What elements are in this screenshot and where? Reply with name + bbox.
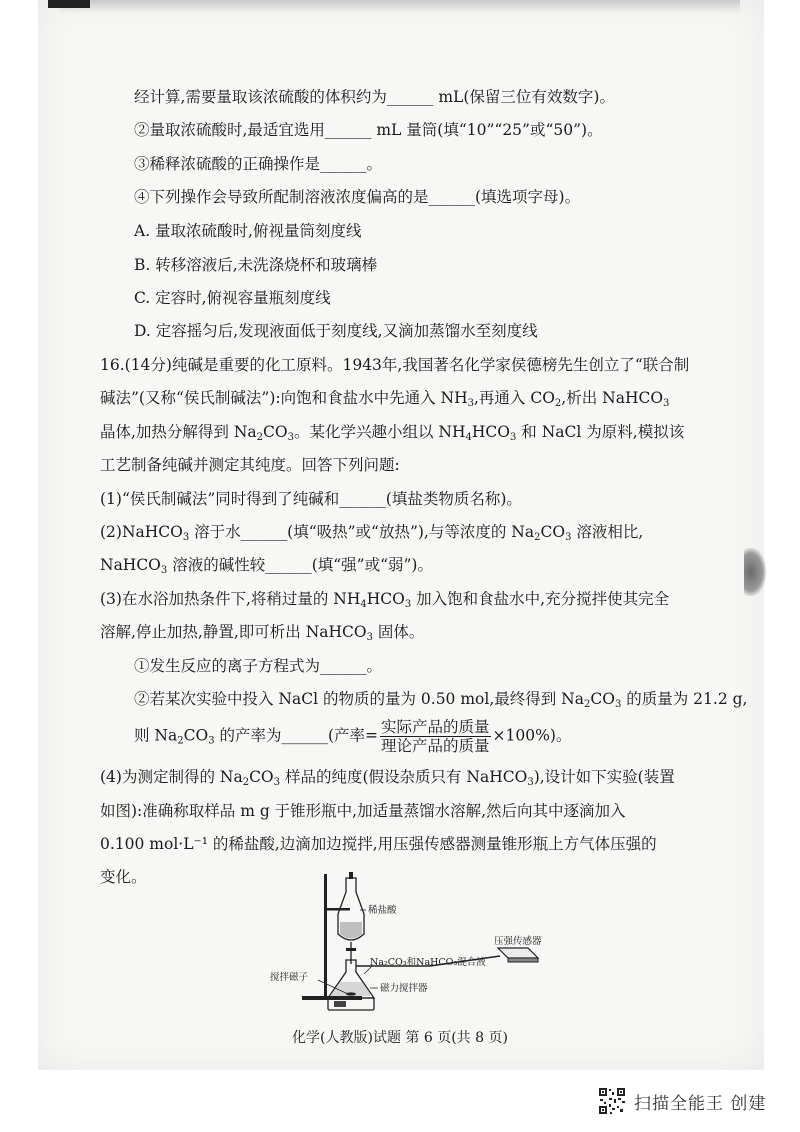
text-span: ②若某次实验中投入 NaCl 的物质的量为 0.50 mol,最终得到 Na <box>134 690 584 708</box>
label-stir-bar: 搅拌磁子 <box>270 972 309 983</box>
subscript: 2 <box>256 432 264 443</box>
pressure-sensor-side <box>508 958 538 962</box>
fraction-numerator: 实际产品的质量 <box>381 718 490 736</box>
text-span: ×100%)。 <box>492 726 572 745</box>
option-b: B. 转移溶液后,未洗涤烧杯和玻璃棒 <box>134 256 378 274</box>
text-span: 的产率为______(产率= <box>214 726 379 745</box>
option-d: D. 定容摇匀后,发现液面低于刻度线,又滴加蒸馏水至刻度线 <box>134 322 538 340</box>
subscript: 3 <box>287 432 294 443</box>
text-span: 固体。 <box>372 623 425 641</box>
text-line <box>134 688 747 710</box>
text-span: 溶解,停止加热,静置,即可析出 NaHCO <box>100 623 367 641</box>
subscript: 3 <box>366 632 373 643</box>
text-span: ),设计如下实验(装置 <box>533 768 675 786</box>
text-span: CO <box>263 423 288 441</box>
text-line <box>100 421 684 443</box>
yield-fraction <box>380 718 491 755</box>
text-line: 0.100 mol·L⁻¹ 的稀盐酸,边滴加边搅拌,用压强传感器测量锥形瓶上方气体压强的 <box>100 835 657 853</box>
page-footer: 化学(人教版)试题 第 6 页(共 8 页) <box>292 1030 508 1046</box>
sub-question-2 <box>100 521 643 543</box>
text-line <box>100 387 669 409</box>
text-line: 如图):准确称取样品 m g 于锥形瓶中,加适量蒸馏水溶解,然后向其中逐滴加入 <box>100 802 626 820</box>
text-line: 变化。 <box>100 868 147 886</box>
text-span: 晶体,加热分解得到 Na <box>100 423 257 441</box>
subscript: 3 <box>565 532 572 543</box>
subscript: 4 <box>360 599 367 610</box>
text-span: ,析出 NaHCO <box>561 389 664 407</box>
stand-rod <box>324 874 327 998</box>
text-line: ③稀释浓硫酸的正确操作是______。 <box>134 155 383 173</box>
text-line: 经计算,需要量取该浓硫酸的体积约为______ mL(保留三位有效数字)。 <box>134 88 615 106</box>
stand-clamp <box>326 908 350 911</box>
text-span: (3)在水浴加热条件下,将稍过量的 NH <box>100 590 361 608</box>
subscript: 3 <box>208 735 215 747</box>
subscript: 3 <box>509 432 517 443</box>
text-span: 样品的纯度(假设杂质只有 NaHCO <box>280 768 528 786</box>
subscript: 2 <box>177 735 184 747</box>
label-pressure-sensor: 压强传感器 <box>494 936 542 947</box>
subscript: 4 <box>465 432 472 443</box>
subscript: 3 <box>527 777 534 788</box>
subscript: 2 <box>534 532 541 543</box>
label-dilute-hcl: 稀盐酸 <box>368 905 397 916</box>
stirrer-knob <box>334 1001 346 1007</box>
subscript: 2 <box>554 398 562 409</box>
text-span: 和 NaCl 为原料,模拟该 <box>516 423 685 441</box>
option-a: A. 量取浓硫酸时,俯视量筒刻度线 <box>134 222 362 240</box>
q16-heading: 16.(14分)纯碱是重要的化工原料。1943年,我国著名化学家侯德榜先生创立了“联合制 <box>100 356 690 374</box>
text-span: 溶液的碱性较______(填“强”或“弱”)。 <box>167 556 433 574</box>
subscript: 3 <box>663 398 670 409</box>
text-span: 则 Na <box>134 726 178 745</box>
text-span: 溶液相比, <box>571 523 644 541</box>
sub-question-4 <box>100 766 675 788</box>
text-line <box>134 718 571 755</box>
text-span: HCO <box>471 423 510 441</box>
subscript: 3 <box>467 398 474 409</box>
scanner-watermark <box>598 1086 766 1116</box>
text-line: 工艺制备纯碱并测定其纯度。回答下列问题: <box>100 456 400 474</box>
subscript: 3 <box>614 699 622 710</box>
text-line: ①发生反应的离子方程式为______。 <box>134 657 383 675</box>
text-span: 溶于水______(填“吸热”或“放热”),与等浓度的 Na <box>189 523 535 541</box>
sub-question-1: (1)“侯氏制碱法”同时得到了纯碱和______(填盐类物质名称)。 <box>100 490 522 508</box>
label-mixture: Na₂CO₃和NaHCO₃混合液 <box>370 957 486 968</box>
option-c: C. 定容时,俯视容量瓶刻度线 <box>134 289 331 307</box>
subscript: 3 <box>182 532 190 543</box>
subscript: 3 <box>404 599 412 610</box>
text-span: 加入饱和食盐水中,充分搅拌使其完全 <box>411 590 670 608</box>
qr-code-icon <box>598 1087 626 1115</box>
text-line: ②量取浓硫酸时,最适宜选用______ mL 量筒(填“10”“25”或“50”)。 <box>134 121 603 139</box>
funnel-stopper <box>349 872 353 879</box>
text-span: NaHCO <box>100 556 161 574</box>
text-span: (2)NaHCO <box>100 523 183 541</box>
funnel-liquid <box>340 922 362 939</box>
text-span: CO <box>590 690 615 708</box>
text-span: CO <box>183 726 209 745</box>
text-span: HCO <box>366 590 405 608</box>
subscript: 2 <box>242 777 250 788</box>
text-span: 碱法”(又称“侯氏制碱法”):向饱和食盐水中先通入 NH <box>100 389 468 407</box>
text-span: 的质量为 21.2 g, <box>621 690 748 708</box>
subscript: 3 <box>160 565 168 576</box>
fraction-denominator: 理论产品的质量 <box>381 737 490 755</box>
text-span: CO <box>540 523 566 541</box>
label-magnetic-stirrer: 磁力搅拌器 <box>380 983 428 994</box>
text-span: ,再通入 CO <box>473 389 555 407</box>
stopcock-icon <box>346 948 356 951</box>
subscript: 3 <box>273 777 281 788</box>
text-span: CO <box>249 768 274 786</box>
watermark-text: 扫描全能王 创建 <box>634 1093 767 1114</box>
subscript: 2 <box>584 699 591 710</box>
text-span: (4)为测定制得的 Na <box>100 768 243 786</box>
pressure-sensor-icon <box>498 948 538 958</box>
sub-question-3 <box>100 588 669 610</box>
text-line <box>100 621 424 643</box>
text-line: ④下列操作会导致所配制溶液浓度偏高的是______(填选项字母)。 <box>134 188 581 206</box>
text-line <box>100 554 433 576</box>
apparatus-figure <box>262 868 562 1018</box>
text-span: 。某化学兴趣小组以 NH <box>294 423 466 441</box>
